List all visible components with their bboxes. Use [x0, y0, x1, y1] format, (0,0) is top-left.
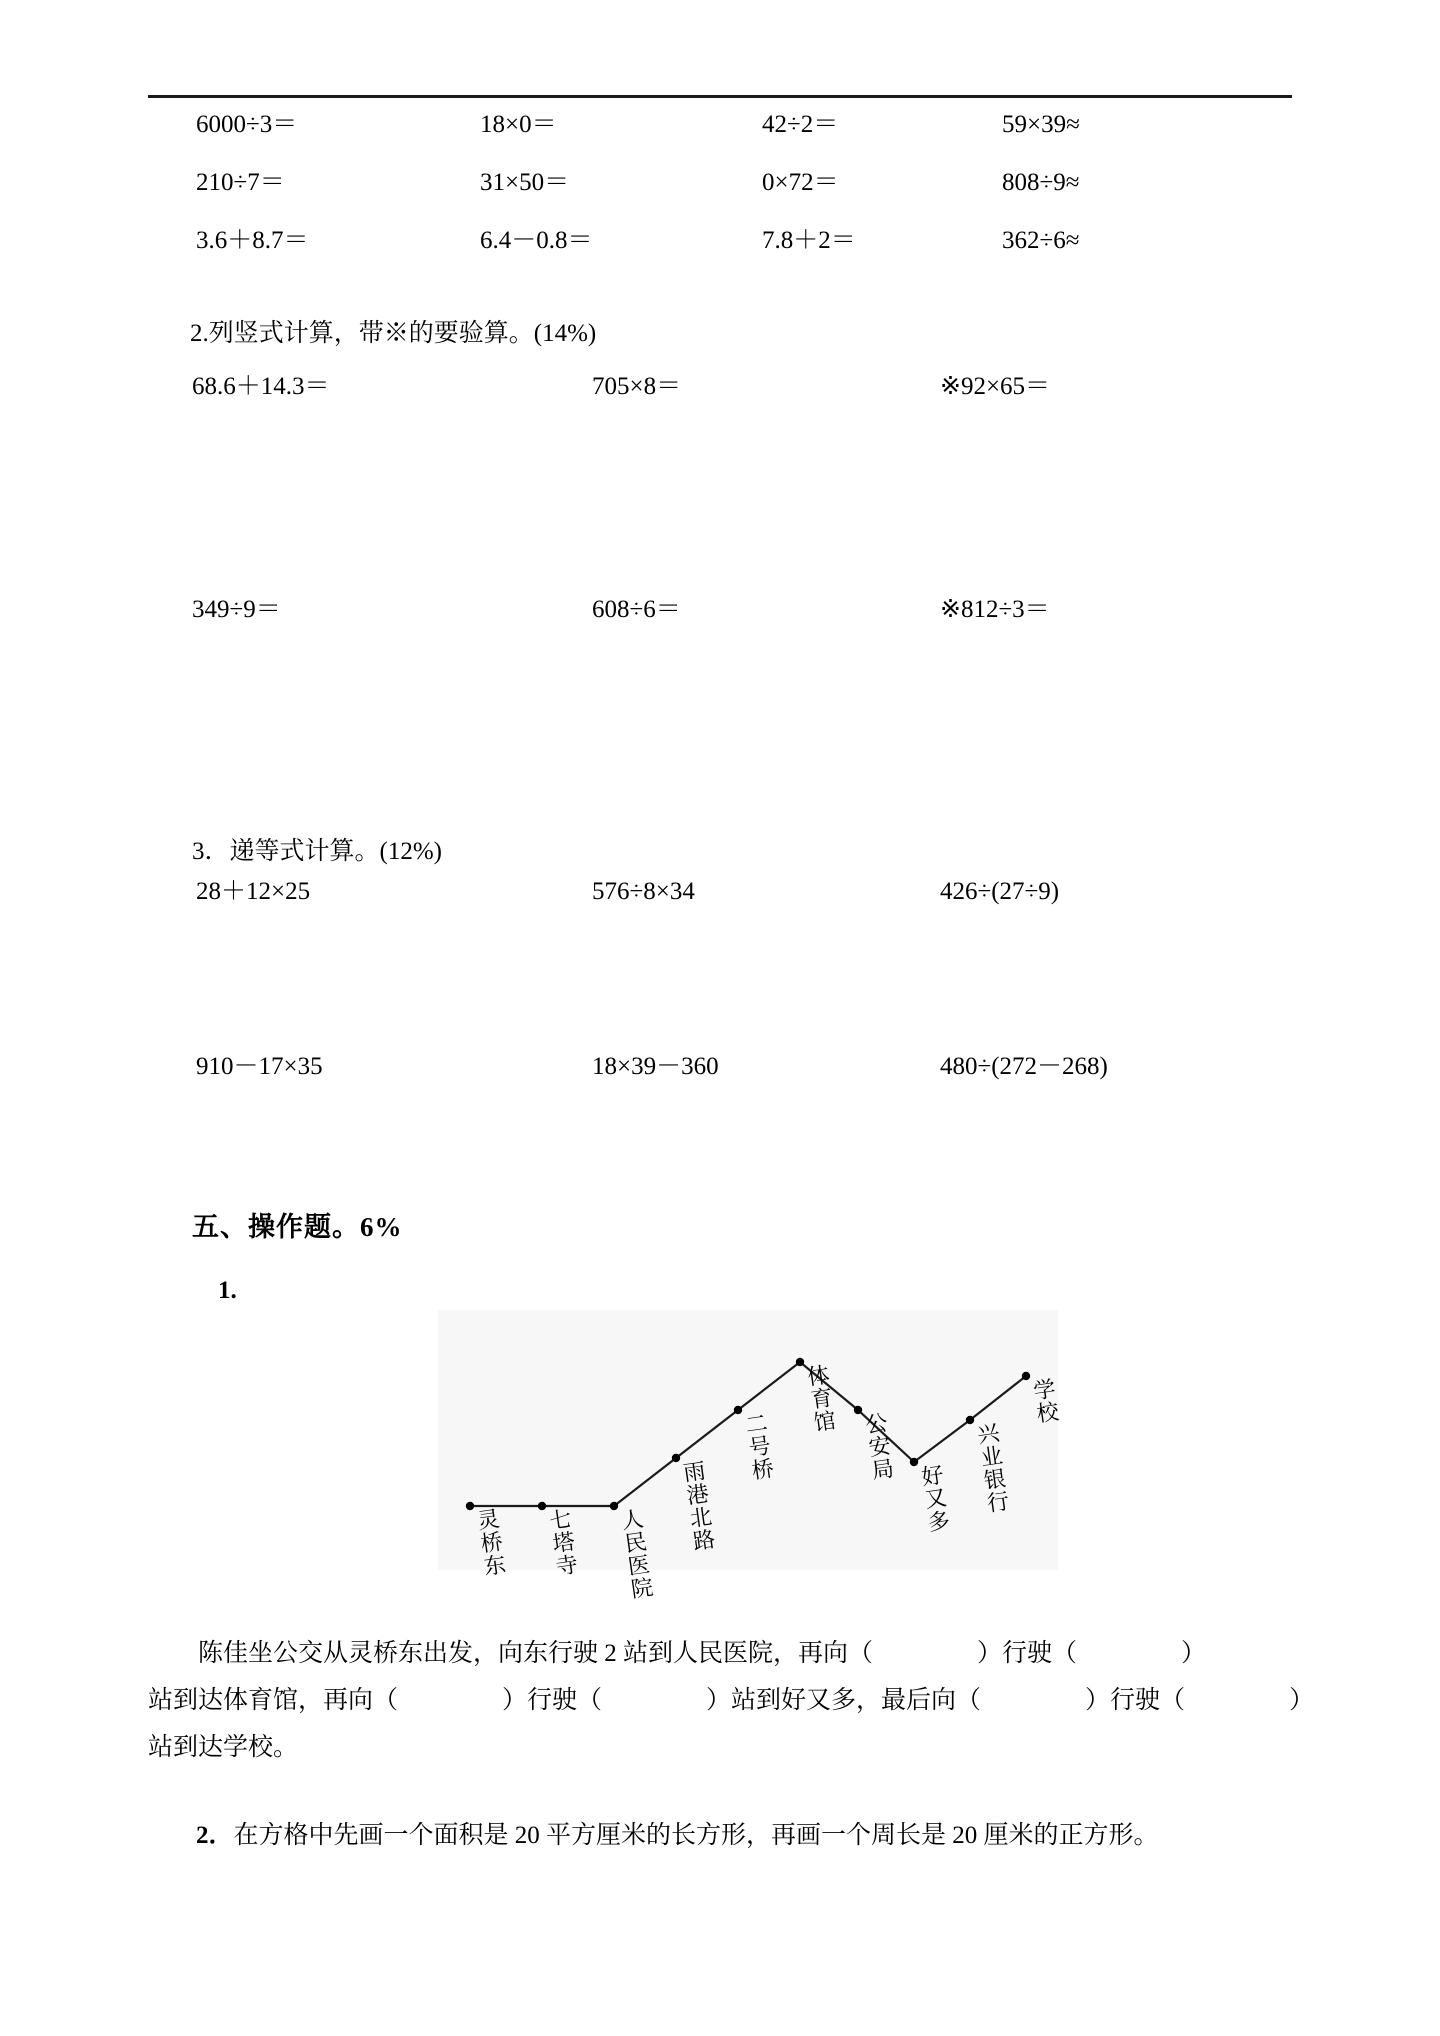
- route-question-line-3: [148, 1724, 1296, 1771]
- section2-heading: 2.列竖式计算，带※的要验算。(14%): [190, 320, 597, 347]
- route-station-label: 灵桥东: [473, 1506, 508, 1579]
- route-station-label: 学校: [1029, 1376, 1061, 1426]
- vertical-calc-item: ※812÷3＝: [940, 596, 1050, 623]
- section5-item2-number: 2．: [196, 1822, 234, 1849]
- bus-route-chart: [438, 1310, 1061, 1602]
- route-station-label: 公安局: [861, 1410, 896, 1483]
- vertical-calc-item: 68.6＋14.3＝: [192, 373, 330, 400]
- vertical-calc-item: 608÷6＝: [592, 596, 681, 623]
- section5-item2: [196, 1823, 1159, 1848]
- route-station-dot: [854, 1406, 862, 1414]
- step-calc-item: 480÷(272－268): [940, 1053, 1108, 1080]
- oral-calc-item: 7.8＋2＝: [762, 227, 856, 254]
- oral-calc-row: [0, 226, 1440, 256]
- route-station-dot: [538, 1502, 546, 1510]
- route-station-dot: [910, 1458, 918, 1466]
- oral-calc-row: [0, 168, 1440, 198]
- vertical-calc-row: [0, 595, 1440, 625]
- q-text-a: 陈佳坐公交从灵桥东出发，向东行驶 2 站到人民医院，再向（: [198, 1640, 874, 1667]
- step-calc-item: 28＋12×25: [196, 878, 311, 905]
- route-station-dot: [466, 1502, 474, 1510]
- route-station-label: 兴业银行: [973, 1420, 1012, 1516]
- q-text-c: ）: [1181, 1640, 1207, 1667]
- route-question-line-2: [148, 1677, 1315, 1724]
- q-text-i: 站到达学校。: [148, 1734, 299, 1761]
- q-text-b: ）行驶（: [977, 1640, 1078, 1667]
- oral-calc-item: 6.4－0.8＝: [480, 227, 593, 254]
- vertical-calc-row: [0, 372, 1440, 402]
- oral-calc-row: [0, 110, 1440, 140]
- oral-calc-item: 42÷2＝: [762, 111, 839, 138]
- vertical-calc-item: 349÷9＝: [192, 596, 281, 623]
- q-text-d: 站到达体育馆，再向（: [148, 1687, 399, 1714]
- vertical-calc-item: ※92×65＝: [940, 373, 1051, 400]
- route-question-line-1: [148, 1630, 1296, 1677]
- oral-calc-item: 59×39≈: [1002, 111, 1080, 138]
- step-calc-item: 18×39－360: [592, 1053, 719, 1080]
- vertical-calc-item: 705×8＝: [592, 373, 682, 400]
- route-station-label: 体育馆: [803, 1362, 838, 1435]
- oral-calc-item: 6000÷3＝: [196, 111, 298, 138]
- route-station-label: 二号桥: [741, 1410, 776, 1483]
- route-station-dot: [796, 1358, 804, 1366]
- header-rule: [148, 95, 1292, 98]
- route-station-dot: [734, 1406, 742, 1414]
- q-text-f: ）站到好又多，最后向（: [706, 1687, 982, 1714]
- route-question-paragraph: [148, 1630, 1315, 1771]
- q-text-e: ）行驶（: [502, 1687, 603, 1714]
- route-station-dot: [966, 1416, 974, 1424]
- oral-calc-item: 808÷9≈: [1002, 169, 1080, 196]
- route-station-dot: [672, 1454, 680, 1462]
- route-station-label: 雨港北路: [679, 1458, 718, 1554]
- section5-heading: 五、操作题。6%: [192, 1212, 403, 1242]
- oral-calc-item: 18×0＝: [480, 111, 557, 138]
- q-text-g: ）行驶（: [1085, 1687, 1186, 1714]
- route-station-label: 人民医院: [617, 1506, 656, 1602]
- oral-calc-item: 210÷7＝: [196, 169, 285, 196]
- oral-calc-item: 31×50＝: [480, 169, 570, 196]
- section3-heading: 3．递等式计算。(12%): [192, 838, 442, 865]
- section5-item2-text: 在方格中先画一个面积是 20 平方厘米的长方形，再画一个周长是 20 厘米的正方形。: [233, 1822, 1159, 1849]
- step-calc-item: 576÷8×34: [592, 878, 695, 905]
- route-station-label: 七塔寺: [545, 1506, 580, 1579]
- route-station-dot: [610, 1502, 618, 1510]
- q-text-h: ）: [1289, 1687, 1315, 1714]
- step-calc-row: [0, 877, 1440, 907]
- oral-calc-item: 362÷6≈: [1002, 227, 1080, 254]
- route-station-dot: [1022, 1372, 1030, 1380]
- step-calc-item: 426÷(27÷9): [940, 878, 1060, 905]
- step-calc-row: [0, 1052, 1440, 1082]
- oral-calc-item: 3.6＋8.7＝: [196, 227, 309, 254]
- step-calc-item: 910－17×35: [196, 1053, 323, 1080]
- route-station-label: 好又多: [917, 1462, 952, 1535]
- section5-item1-number: 1.: [218, 1277, 237, 1304]
- oral-calc-item: 0×72＝: [762, 169, 839, 196]
